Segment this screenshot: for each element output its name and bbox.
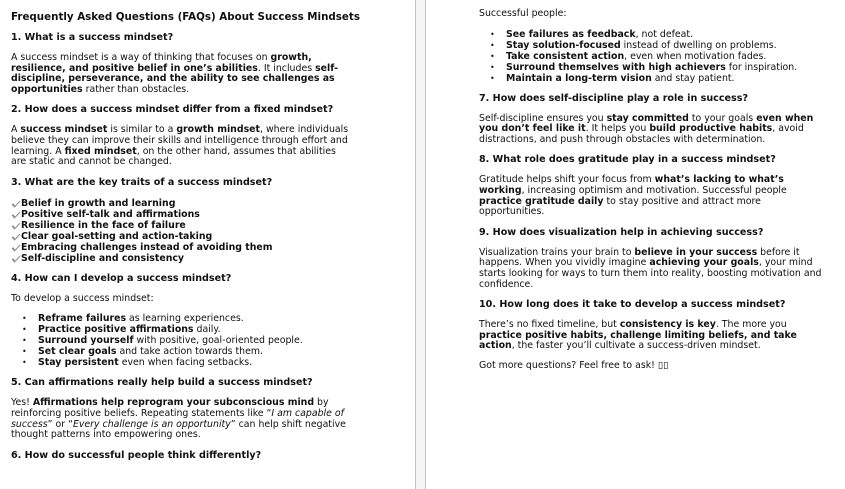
trait-text: Belief in growth and learning	[21, 197, 176, 209]
question-5: 5. Can affirmations really help build a success mindset?	[11, 377, 313, 389]
bold-text: practice gratitude daily	[479, 195, 604, 207]
text-run: to stay positive and attract more opportunities.	[479, 195, 761, 218]
question-6: 6. How do successful people think differently?	[11, 449, 262, 461]
list-item	[21, 220, 415, 231]
list-item	[506, 62, 845, 73]
text-run: Yes!	[11, 397, 33, 409]
text-run: . The more you	[715, 319, 787, 331]
list-item	[21, 242, 415, 253]
bold-text: See failures as feedback	[506, 28, 636, 40]
answer-1	[11, 53, 346, 95]
bold-text: stay committed	[606, 112, 689, 124]
trait-text: Positive self-talk and affirmations	[21, 208, 200, 220]
list-item	[21, 198, 415, 209]
bold-text: build productive habits	[649, 123, 773, 135]
question-1: 1. What is a success mindset?	[11, 32, 174, 43]
text-run: , even when motivation fades.	[624, 50, 767, 62]
answer-7	[479, 114, 829, 146]
bold-text: growth, resilience, and positive belief in one’s abilities	[11, 52, 312, 74]
document-title: Frequently Asked Questions (FAQs) About Success Mindsets	[11, 11, 360, 23]
text-run: with positive, goal-oriented people.	[133, 335, 303, 347]
answer-6-intro: Successful people:	[479, 8, 567, 19]
bold-text: growth mindset	[176, 124, 260, 136]
list-item	[38, 357, 415, 368]
list-item	[38, 346, 415, 357]
text-run: . It helps you	[585, 123, 650, 135]
bold-text: Practice positive affirmations	[38, 324, 194, 336]
text-run: A	[11, 124, 21, 136]
bold-text: Surround themselves with high achievers	[506, 61, 726, 73]
list-item	[21, 253, 415, 264]
text-run: , on the other hand, assumes that abilities are static and cannot be changed.	[11, 145, 336, 168]
bold-text: consistency is key	[619, 319, 716, 331]
text-run: even when facing setbacks.	[118, 357, 253, 369]
italic-text: I am capable of success	[11, 407, 344, 430]
answer-2	[11, 125, 349, 167]
text-run: , where individuals believe they can improve their skills and intelligence through effort and learning. A	[11, 124, 349, 157]
text-run: as learning experiences.	[126, 313, 244, 325]
text-run: , increasing optimism and motivation. Successful people	[521, 184, 787, 196]
trait-text: Resilience in the face of failure	[21, 219, 186, 231]
check-mark-icon	[11, 211, 21, 219]
text-run: A success mindset is a way of thinking that focuses on	[11, 52, 271, 63]
bold-text: practice positive habits, challenge limiting beliefs, and take action	[479, 329, 797, 352]
bold-text: Maintain a long-term vision	[506, 72, 652, 84]
text-run: , not defeat.	[635, 28, 694, 40]
list-item	[506, 73, 845, 84]
traits-list	[11, 198, 415, 264]
trait-text: Self-discipline and consistency	[21, 252, 185, 264]
bold-text: Reframe failures	[38, 313, 127, 325]
text-run: and take action towards them.	[116, 346, 264, 358]
page-divider	[415, 0, 426, 489]
text-run: to your goals	[688, 112, 757, 124]
text-run: . It includes	[257, 62, 316, 74]
text-run: is similar to a	[107, 124, 177, 136]
check-mark-icon	[11, 222, 21, 230]
text-run: , the faster you’ll cultivate a success-driven mindset.	[511, 340, 761, 352]
text-run: ” or “	[47, 418, 73, 430]
text-run: ” can help shift negative thought patterns into empowering ones.	[11, 418, 346, 441]
bold-text: even when you don’t feel like it	[479, 112, 814, 135]
check-mark-icon	[11, 244, 21, 252]
text-run: There’s no fixed timeline, but	[479, 319, 620, 331]
develop-list	[11, 313, 415, 368]
bold-text: success mindset	[20, 124, 108, 136]
answer-8	[479, 175, 829, 217]
text-run: and stay patient.	[651, 72, 735, 84]
answer-5	[11, 398, 346, 440]
bold-text: Stay persistent	[38, 357, 119, 369]
answer-10	[479, 320, 829, 352]
list-item	[38, 335, 415, 346]
text-run: Visualization trains your brain to	[479, 246, 635, 258]
question-10: 10. How long does it take to develop a success mindset?	[479, 299, 786, 311]
text-run: by reinforcing positive beliefs. Repeating statements like “	[11, 397, 329, 419]
successful-people-list	[479, 29, 845, 84]
check-mark-icon	[11, 255, 21, 263]
text-run: rather than obstacles.	[82, 83, 190, 95]
list-item	[38, 324, 415, 335]
list-item	[21, 231, 415, 242]
trait-text: Clear goal-setting and action-taking	[21, 230, 213, 242]
check-mark-icon	[11, 233, 21, 241]
text-run: for inspiration.	[725, 61, 798, 73]
question-8: 8. What role does gratitude play in a success mindset?	[479, 154, 776, 166]
bold-text: self-discipline, perseverance, and the ability to see challenges as opportunities	[11, 62, 339, 95]
list-item	[21, 209, 415, 220]
text-run: before it happens. When you vividly imagine	[479, 246, 800, 269]
question-2: 2. How does a success mindset differ from a fixed mindset?	[11, 104, 334, 116]
answer-9	[479, 248, 831, 290]
bold-text: Take consistent action	[506, 50, 625, 62]
text-run: daily.	[193, 324, 221, 336]
bold-text: Affirmations help reprogram your subconscious mind	[32, 397, 315, 409]
text-run: , avoid distractions, and push through obstacles with determination.	[479, 123, 804, 145]
list-item	[506, 51, 845, 62]
question-4: 4. How can I develop a success mindset?	[11, 272, 232, 284]
question-9: 9. How does visualization help in achieving success?	[479, 226, 764, 238]
bold-text: Surround yourself	[38, 335, 134, 347]
text-run: Gratitude helps shift your focus from	[479, 174, 655, 186]
text-run: instead of dwelling on problems.	[620, 39, 777, 51]
list-item	[38, 313, 415, 324]
question-7: 7. How does self-discipline play a role in success?	[479, 92, 749, 104]
list-item	[506, 29, 845, 40]
question-3: 3. What are the key traits of a success mindset?	[11, 176, 273, 188]
bold-text: Set clear goals	[38, 346, 117, 358]
bold-text: believe in your success	[634, 246, 758, 258]
answer-4-intro: To develop a success mindset:	[11, 292, 154, 304]
closing-line: Got more questions? Feel free to ask! ▯▯	[479, 359, 669, 371]
bold-text: fixed mindset	[64, 145, 137, 157]
bold-text: what’s lacking to what’s working	[479, 174, 784, 196]
right-page	[426, 0, 845, 489]
text-run: , your mind starts looking for ways to turn them into reality, boosting motivation and confidence.	[479, 257, 822, 290]
bold-text: Stay solution-focused	[506, 39, 621, 51]
text-run: Self-discipline ensures you	[479, 112, 607, 124]
trait-text: Embracing challenges instead of avoiding them	[21, 241, 273, 253]
left-page	[0, 0, 415, 489]
check-mark-icon	[11, 200, 21, 208]
bold-text: achieving your goals	[649, 257, 759, 269]
list-item	[506, 40, 845, 51]
italic-text: Every challenge is an opportunity	[72, 418, 231, 430]
